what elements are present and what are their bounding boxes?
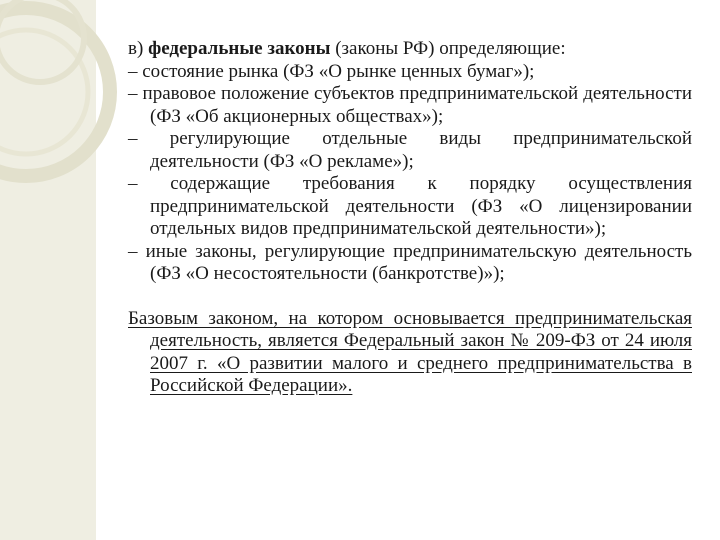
intro-bold: федеральные законы (148, 38, 331, 59)
list-item: – иные законы, регулирующие предпринимательскую деятельность (ФЗ «О несостоятельности (банкротстве)»); (128, 240, 692, 284)
intro-rest: (законы РФ) определяющие: (330, 38, 566, 59)
base-law-paragraph: Базовым законом, на котором основывается предпринимательская деятельность, является Федеральный закон № 209-ФЗ от 24 июля 2007 г. «О развитии малого и среднего предпринимательства в Российской Федерации». (128, 307, 692, 396)
list-item: – правовое положение субъектов предпринимательской деятельности (ФЗ «Об акционерных обществах»); (128, 83, 692, 127)
decorative-rings-icon (0, 0, 140, 540)
list-item: – регулирующие отдельные виды предпринимательской деятельности (ФЗ «О рекламе»); (128, 128, 692, 172)
list-item: – содержащие требования к порядку осуществления предпринимательской деятельности (ФЗ «О лицензировании отдельных видов предпринимательской деятельности»); (128, 173, 692, 239)
intro-prefix: в) (128, 38, 149, 59)
content-area (128, 38, 692, 398)
intro-line (128, 38, 692, 61)
list-item: – состояние рынка (ФЗ «О рынке ценных бумаг»); (128, 60, 535, 82)
